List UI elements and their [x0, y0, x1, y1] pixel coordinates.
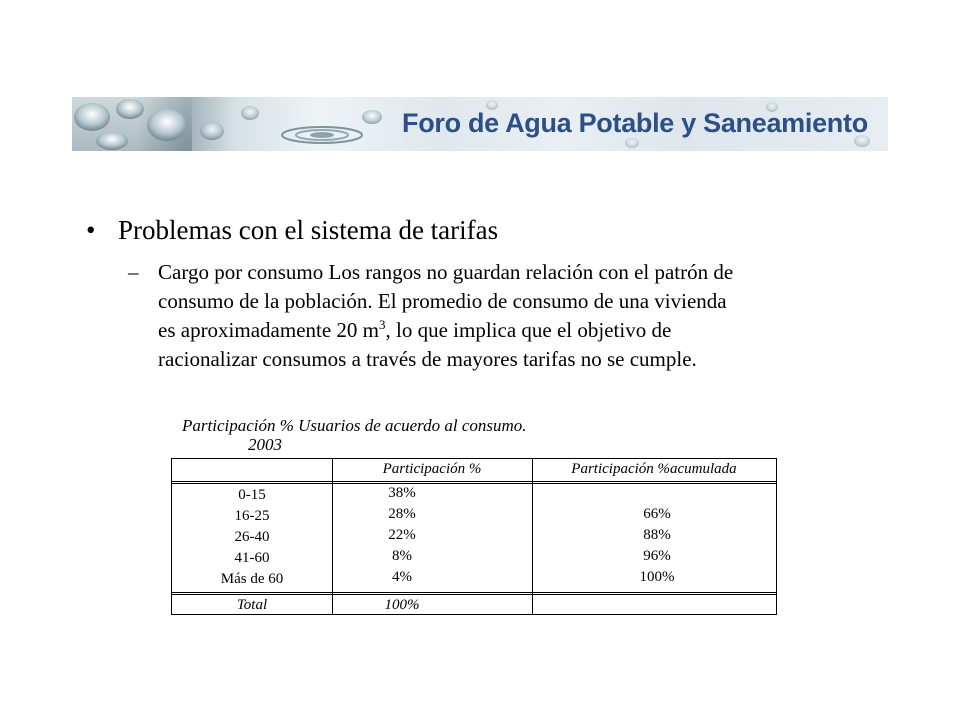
sub-line-3b: , lo que implica que el objetivo de [385, 318, 672, 342]
sub-line-3 [158, 316, 888, 345]
row-divider [172, 481, 776, 482]
row-divider [172, 483, 776, 484]
sub-line-1: Cargo por consumo Los rangos no guardan relación con el patrón de [158, 260, 734, 284]
total-value: 100% [384, 597, 420, 613]
range-cell: 0-15 [238, 487, 266, 503]
range-cell: Más de 60 [220, 571, 284, 587]
range-cell: 26-40 [234, 529, 270, 545]
superscript: 3 [379, 317, 386, 332]
sub-bullet-text [158, 258, 888, 374]
bullet-heading [86, 214, 498, 246]
sub-line-4: racionalizar consumos a través de mayores tarifas no se cumple. [158, 347, 697, 371]
caption-line-2: 2003 [248, 435, 282, 454]
header-participation: Participación % [382, 461, 482, 477]
cumulative-cell: 100% [639, 569, 675, 585]
cumulative-cell: 66% [643, 506, 671, 522]
bullet-icon: • [86, 215, 96, 245]
bullet-text: Problemas con el sistema de tarifas [118, 215, 499, 245]
consumption-table [171, 458, 777, 615]
header-banner [72, 97, 888, 151]
caption-line-1: Participación % Usuarios de acuerdo al consumo. [182, 416, 527, 435]
participation-cell: 28% [388, 506, 416, 522]
dash-icon: – [128, 260, 139, 284]
cumulative-cell: 88% [643, 527, 671, 543]
total-label: Total [236, 597, 268, 613]
sub-line-2: consumo de la población. El promedio de consumo de una vivienda [158, 289, 727, 313]
participation-cell: 4% [392, 569, 412, 585]
participation-cell: 22% [388, 527, 416, 543]
row-divider [172, 594, 776, 595]
table-caption [182, 416, 527, 454]
cumulative-cell: 96% [643, 548, 671, 564]
header-cumulative: Participación %acumulada [571, 461, 737, 477]
participation-cell: 8% [392, 548, 412, 564]
row-divider [172, 592, 776, 593]
sub-line-3a: es aproximadamente 20 m [158, 318, 380, 342]
participation-cell: 38% [388, 485, 416, 501]
range-cell: 41-60 [234, 550, 270, 566]
range-cell: 16-25 [234, 508, 270, 524]
banner-title: Foro de Agua Potable y Saneamiento [402, 108, 868, 138]
